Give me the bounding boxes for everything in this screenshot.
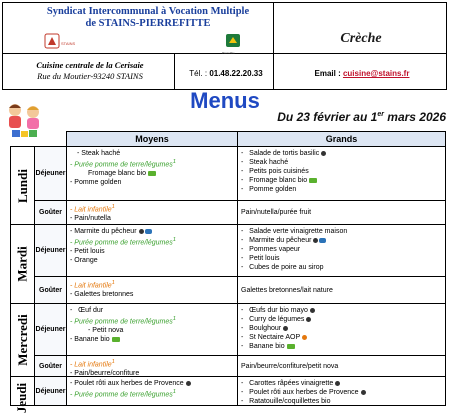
list-item: Galettes bretonnes/lait nature [241, 287, 333, 294]
meal-label-dejeuner: Déjeuner [34, 224, 67, 277]
list-item: - Pomme golden [241, 186, 297, 193]
email-label: Email : [314, 69, 343, 78]
moyens-dejeuner-mardi [66, 224, 238, 277]
email-info [276, 69, 448, 78]
page-title: Menus [190, 88, 260, 113]
list-item: - Steak haché [77, 150, 121, 157]
email-link[interactable]: cuisine@stains.fr [342, 69, 410, 78]
list-item: - Ratatouille/coquillettes bio [241, 398, 331, 405]
pierrefitte-logo-icon [225, 33, 241, 51]
list-item: - Fromage blanc bio [241, 176, 442, 185]
homemade-icon [321, 151, 326, 156]
grands-gouter-lundi [237, 200, 446, 225]
homemade-icon [139, 229, 144, 234]
aop-label-icon [302, 335, 307, 340]
grands-dejeuner-mercredi [237, 303, 446, 356]
list-item: - St Nectaire AOP [241, 333, 442, 342]
list-item: - Pain/nutella [70, 215, 111, 223]
list-item: - Lait infantile$^1$ [70, 280, 115, 290]
homemade-icon [361, 390, 366, 395]
stains-logo-icon [43, 33, 61, 49]
grands-dejeuner-mardi [237, 224, 446, 277]
homemade-icon [335, 381, 340, 386]
list-item: - Banane bio [70, 335, 234, 344]
moyens-gouter-lundi [66, 200, 238, 225]
moyens-dejeuner-mercredi [66, 303, 238, 356]
grands-gouter-mardi [237, 276, 446, 304]
list-item: - Marmite du pêcheur [241, 236, 442, 245]
list-item: - Poulet rôti aux herbes de Provence [70, 379, 234, 388]
service-title: Crèche [340, 31, 382, 46]
list-item: Fromage blanc bio [70, 169, 234, 178]
list-item: - Pommes vapeur [241, 246, 301, 253]
homemade-icon [283, 326, 288, 331]
list-item: - Salade verte vinaigrette maison [241, 228, 348, 235]
list-item: - Galettes bretonnes [70, 291, 134, 299]
homemade-icon [310, 308, 315, 313]
list-item: - Pain/beurre/confiture [70, 370, 140, 378]
list-item: Pain/nutella/purée fruit [241, 209, 312, 216]
meal-label-dejeuner: Déjeuner [34, 376, 67, 406]
day-label-lundi: Lundi [10, 146, 35, 225]
list-item: - Purée pomme de terre/légumes$^1$ [70, 237, 176, 247]
kitchen-info [5, 60, 175, 82]
list-item: - Purée pomme de terre/légumes$^1$ [70, 159, 176, 169]
day-label-mardi: Mardi [10, 224, 35, 304]
list-item: - Banane bio [241, 342, 442, 351]
stains-logo-text: STAINS [61, 41, 76, 46]
homemade-icon [313, 238, 318, 243]
sustainable-fish-icon [319, 238, 326, 243]
list-item: - Purée pomme de terre/légumes$^1$ [70, 389, 176, 399]
list-item: Pain/beurre/confiture/petit nova [241, 363, 339, 370]
list-item: - Curry de légumes [241, 315, 442, 324]
moyens-gouter-mardi [66, 276, 238, 304]
grands-gouter-mercredi [237, 355, 446, 377]
list-item: - Carottes râpées vinaigrette [241, 379, 442, 388]
list-item: - Pomme golden [70, 179, 122, 187]
list-item: - Lait infantile$^1$ [70, 204, 115, 214]
syndicat-title [23, 6, 273, 30]
pierrefitte-logo-text: Pierrefitte [222, 51, 235, 55]
meal-label-gouter: Goûter [34, 200, 67, 225]
homemade-icon [306, 317, 311, 322]
date-range [220, 110, 446, 124]
bio-label-icon [148, 171, 156, 176]
list-item: - Purée pomme de terre/légumes$^1$ [70, 316, 176, 326]
bio-label-icon [309, 178, 317, 183]
day-label-jeudi: Jeudi [10, 376, 35, 406]
moyens-dejeuner-jeudi [66, 376, 238, 406]
date-range-end: mars 2026 [383, 110, 446, 124]
list-item: - Œufs dur bio mayo [241, 306, 442, 315]
kitchen-name: Cuisine centrale de la Cerisaie [36, 60, 144, 70]
day-label-mercredi: Mercredi [10, 303, 35, 377]
menu-table [10, 131, 446, 413]
date-range-start: Du 23 février au 1 [277, 110, 378, 124]
list-item: - Poulet rôti aux herbes de Provence [241, 388, 442, 397]
homemade-icon [186, 381, 191, 386]
list-item: - Cubes de poire au sirop [241, 264, 324, 271]
list-item: - Marmite du pêcheur [70, 227, 234, 236]
phone-number: 01.48.22.20.33 [209, 69, 263, 78]
meal-label-dejeuner: Déjeuner [34, 146, 67, 201]
sustainable-fish-icon [145, 229, 152, 234]
syndicat-line-2: de STAINS-PIERREFITTE [85, 18, 211, 29]
column-header-moyens: Moyens [66, 131, 238, 147]
moyens-dejeuner-lundi [66, 146, 238, 201]
phone-label: Tél. : [189, 69, 210, 78]
column-header-grands: Grands [237, 131, 446, 147]
moyens-gouter-mercredi [66, 355, 238, 377]
bio-label-icon [112, 337, 120, 342]
list-item: - Lait infantile$^1$ [70, 359, 115, 369]
list-item: - Salade de tortis basilic [241, 149, 442, 158]
phone-info [177, 69, 275, 78]
list-item: - Petit louis [70, 248, 105, 256]
list-item: - Petit nova [88, 327, 124, 335]
date-range-ordinal: er [377, 111, 384, 118]
meal-label-gouter: Goûter [34, 355, 67, 377]
list-item: - Steak haché [241, 159, 289, 166]
list-item: - Petit louis [241, 255, 280, 262]
list-item: - Boulghour [241, 324, 442, 333]
meal-label-dejeuner: Déjeuner [34, 303, 67, 356]
header-box [2, 2, 447, 90]
bio-label-icon [287, 344, 295, 349]
grands-dejeuner-lundi [237, 146, 446, 201]
list-item: - Œuf dur [70, 307, 104, 314]
grands-dejeuner-jeudi [237, 376, 446, 406]
syndicat-line-1: Syndicat Intercommunal à Vocation Multiple [46, 6, 250, 17]
meal-label-gouter: Goûter [34, 276, 67, 304]
list-item: - Orange [70, 257, 98, 265]
kitchen-address: Rue du Moutier-93240 STAINS [37, 71, 143, 81]
list-item: - Petits pois cuisinés [241, 168, 309, 175]
